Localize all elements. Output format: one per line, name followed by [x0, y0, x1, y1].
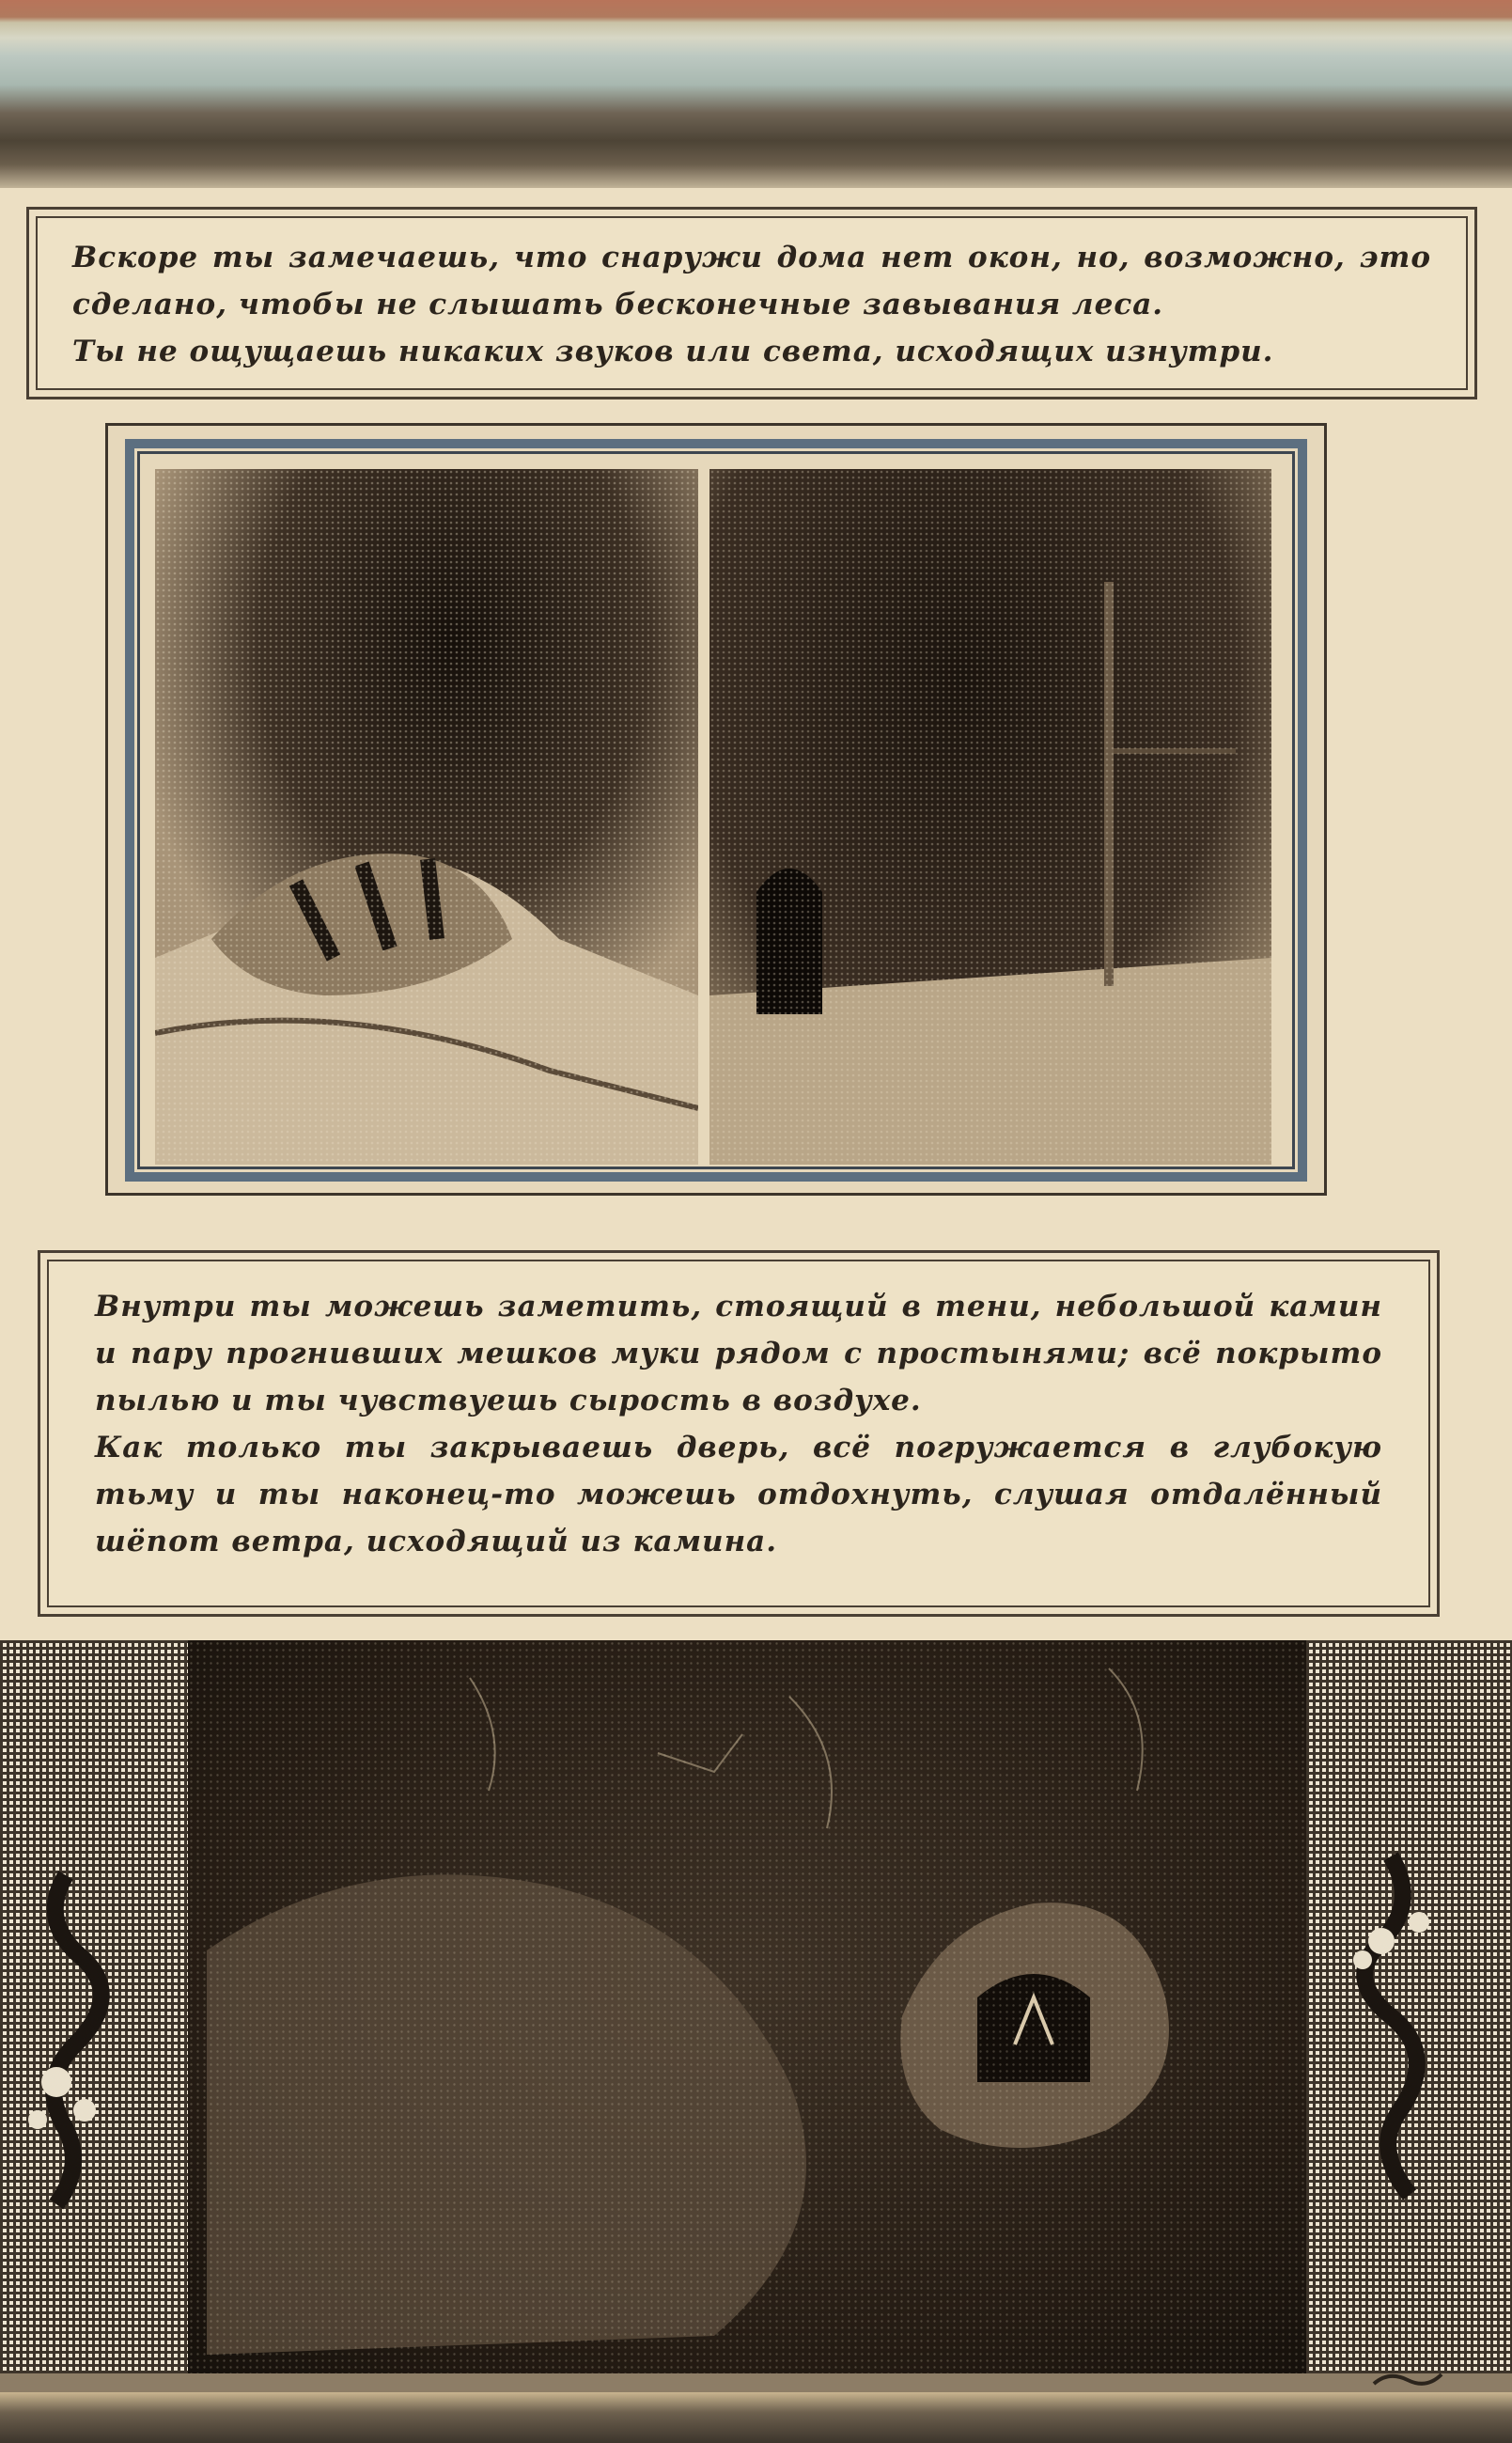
- narration-panel-top: [26, 207, 1477, 399]
- narration-paragraph-4: Как только ты закрываешь дверь, всё погружается в глубокую тьму и ты наконец-то можешь отдохнуть, слушая отдалённый шёпот ветра, исходящий из камина.: [95, 1431, 1382, 1558]
- narration-paragraph-2: Ты не ощущаешь никаких звуков или света, исходящих изнутри.: [72, 335, 1274, 368]
- left-flourish-icon: [0, 1640, 188, 2373]
- bottom-decorative-strip: [0, 2392, 1512, 2443]
- narration-panel-middle: [38, 1250, 1440, 1617]
- narration-paragraph-3: Внутри ты можешь заметить, стоящий в тени, небольшой камин и пару прогнивших мешков муки рядом с простынями; всё покрыто пылью и ты чувствуешь сырость в воздухе.: [95, 1290, 1382, 1417]
- bottom-illustration-area: [0, 1640, 1512, 2392]
- right-grid-border: [1306, 1640, 1512, 2373]
- narration-paragraph-1: Вскоре ты замечаешь, что снаружи дома нет окон, но, возможно, это сделано, чтобы не слышать бесконечные завывания леса.: [72, 241, 1431, 321]
- fireplace-corner-illustration: [709, 469, 1271, 1165]
- page-mark-icon: [1370, 2367, 1445, 2391]
- right-flourish-icon: [1306, 1640, 1512, 2373]
- illustration-frame-double: [105, 423, 1327, 1196]
- illustration-inner-border: [125, 439, 1307, 1182]
- top-decorative-band: [0, 0, 1512, 197]
- left-grid-border: [0, 1640, 188, 2373]
- fireplace-illustration: [188, 1640, 1306, 2373]
- sacks-illustration: [155, 469, 698, 1165]
